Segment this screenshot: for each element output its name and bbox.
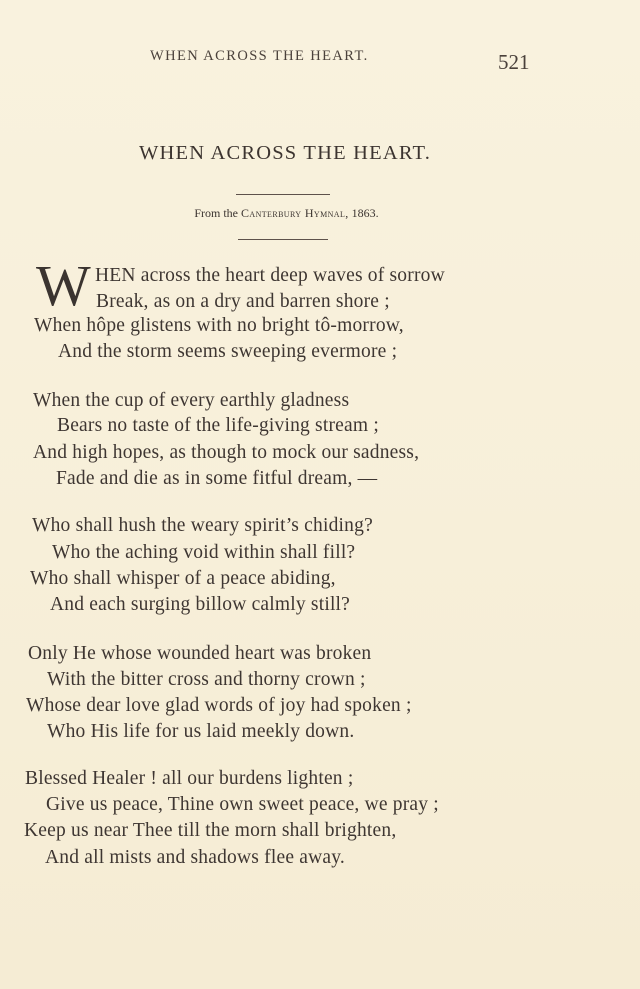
- verse-line-3-1: Who shall hush the weary spirit’s chiding?: [32, 515, 373, 536]
- verse-line-5-3: Keep us near Thee till the morn shall brighten,: [24, 820, 397, 841]
- first-word-small-caps: HEN: [95, 265, 136, 286]
- source-prefix: From the: [194, 206, 238, 220]
- drop-cap: W: [36, 253, 91, 318]
- verse-line-4-1: Only He whose wounded heart was broken: [28, 643, 372, 664]
- verse-line-4-2: With the bitter cross and thorny crown ;: [47, 669, 366, 690]
- running-head-title: WHEN ACROSS THE HEART.: [150, 48, 369, 64]
- verse-line-5-4: And all mists and shadows flee away.: [45, 847, 345, 868]
- verse-line-2-3: And high hopes, as though to mock our sadness,: [33, 442, 420, 463]
- verse-line-2-1: When the cup of every earthly gladness: [33, 390, 350, 411]
- verse-line-5-1: Blessed Healer ! all our burdens lighten ;: [25, 768, 354, 789]
- source-year: 1863.: [351, 206, 379, 220]
- first-line-text: across the heart deep waves of sorrow: [135, 265, 445, 286]
- page-number: 521: [498, 50, 530, 74]
- verse-line-3-4: And each surging billow calmly still?: [50, 594, 351, 615]
- source-name: Canterbury Hymnal,: [241, 206, 349, 220]
- verse-line-1-4: And the storm seems sweeping evermore ;: [58, 341, 398, 362]
- verse-line-1-1: [95, 265, 445, 287]
- verse-line-1-2: Break, as on a dry and barren shore ;: [96, 291, 390, 312]
- verse-line-3-2: Who the aching void within shall fill?: [52, 542, 356, 563]
- verse-line-3-3: Who shall whisper of a peace abiding,: [30, 568, 336, 589]
- verse-line-2-2: Bears no taste of the life-giving stream ;: [57, 415, 379, 436]
- hymn-source: [0, 206, 573, 221]
- divider-bottom: [238, 239, 328, 240]
- verse-line-4-3: Whose dear love glad words of joy had spoken ;: [26, 695, 412, 716]
- divider-top: [236, 194, 330, 195]
- verse-line-1-3: When hôpe glistens with no bright tô-morrow,: [34, 315, 404, 336]
- verse-line-2-4: Fade and die as in some fitful dream, —: [56, 468, 378, 489]
- verse-line-5-2: Give us peace, Thine own sweet peace, we pray ;: [46, 794, 439, 815]
- verse-line-4-4: Who His life for us laid meekly down.: [47, 721, 355, 742]
- hymn-title: WHEN ACROSS THE HEART.: [138, 142, 432, 164]
